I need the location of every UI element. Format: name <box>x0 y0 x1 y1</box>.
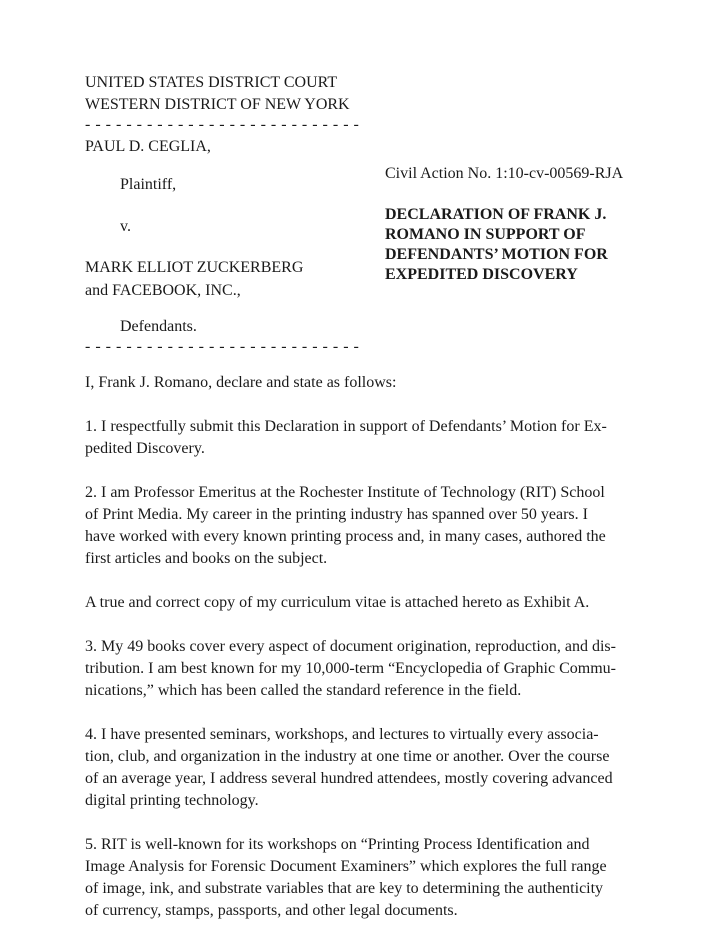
plaintiff-role: Plaintiff, <box>120 176 177 193</box>
paragraph-3: 3. My 49 books cover every aspect of document origination, reproduction, and dis- tribution. I am best known for my 10,000-term “Encyclopedia of Graphic Commu- nications,” which has been called the standard reference in the field. <box>85 638 616 699</box>
curriculum-vitae-statement: A true and correct copy of my curriculum vitae is attached hereto as Exhibit A. <box>85 594 590 611</box>
declaration-title-line1: DECLARATION OF FRANK J. <box>385 206 607 223</box>
court-name: UNITED STATES DISTRICT COURT <box>85 74 338 91</box>
declaration-title-line4: EXPEDITED DISCOVERY <box>385 266 578 283</box>
versus-label: v. <box>120 218 131 235</box>
caption-divider-bottom: - - - - - - - - - - - - - - - - - - - - - - - - - - - <box>85 338 360 355</box>
defendant-name-line1: MARK ELLIOT ZUCKERBERG <box>85 259 304 276</box>
declaration-title-line3: DEFENDANTS’ MOTION FOR <box>385 246 608 263</box>
civil-action-number: Civil Action No. 1:10-cv-00569-RJA <box>385 165 624 182</box>
declaration-title-line2: ROMANO IN SUPPORT OF <box>385 226 586 243</box>
caption-divider-top: - - - - - - - - - - - - - - - - - - - - - - - - - - - <box>85 116 360 133</box>
plaintiff-name: PAUL D. CEGLIA, <box>85 138 211 155</box>
paragraph-4: 4. I have presented seminars, workshops, and lectures to virtually every associa- tion, club, and organization in the industry at one time or another. Over the course of an average year, I address several hundred attendees, mostly covering advanced digital printing technology. <box>85 726 613 809</box>
paragraph-2: 2. I am Professor Emeritus at the Rochester Institute of Technology (RIT) School of Print Media. My career in the printing industry has spanned over 50 years. I have worked with every known printing process and, in many cases, authored the first articles and books on the subject. <box>85 484 606 567</box>
court-district: WESTERN DISTRICT OF NEW YORK <box>85 96 350 113</box>
defendant-name-line2: and FACEBOOK, INC., <box>85 282 241 299</box>
paragraph-1: 1. I respectfully submit this Declaration in support of Defendants’ Motion for Ex- pedited Discovery. <box>85 418 607 457</box>
defendant-role: Defendants. <box>120 318 197 335</box>
paragraph-5: 5. RIT is well-known for its workshops on “Printing Process Identification and Image Analysis for Forensic Document Examiners” which explores the full range of image, ink, and substrate variables that are key to determining the authenticity of currency, stamps, passports, and other legal documents. <box>85 836 607 919</box>
declaration-body <box>85 372 645 944</box>
intro-statement: I, Frank J. Romano, declare and state as follows: <box>85 374 397 391</box>
